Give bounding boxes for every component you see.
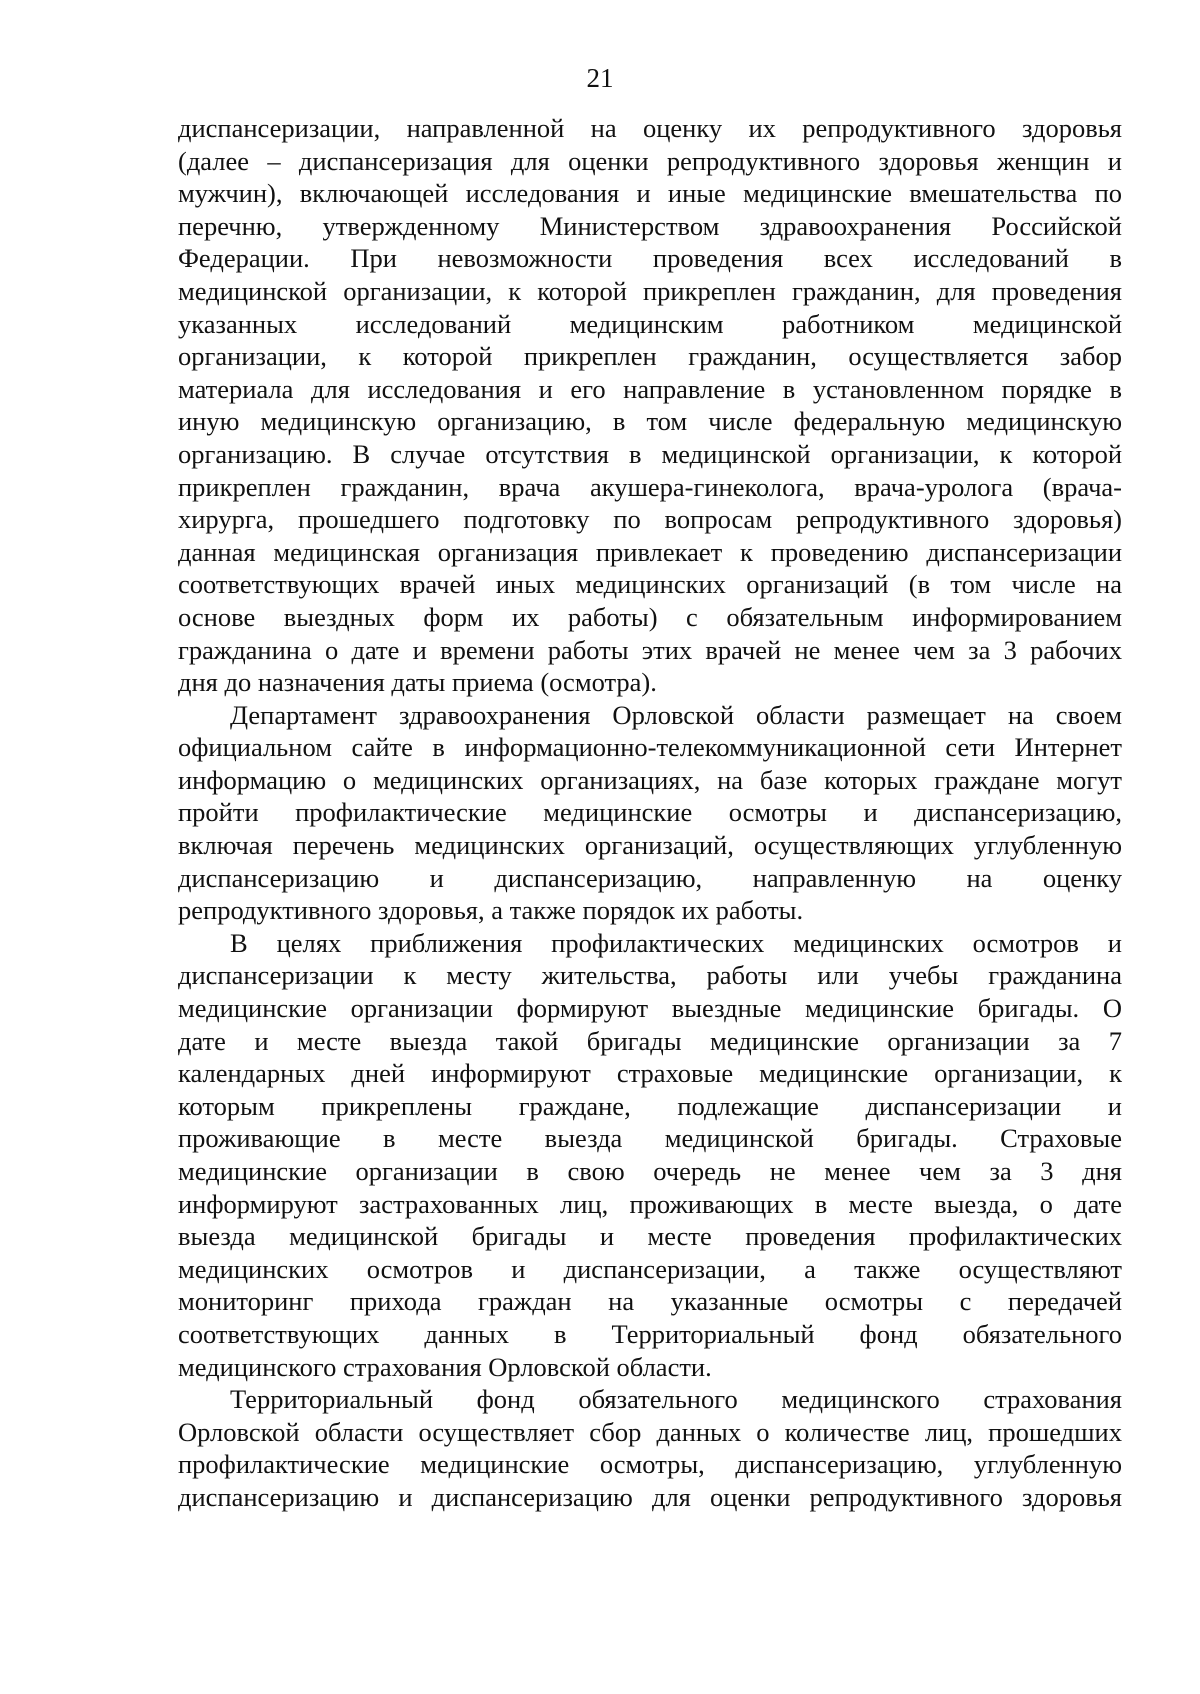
- text-line: репродуктивного здоровья, а также порядок их работы.: [178, 895, 804, 926]
- text-line: прикреплен гражданин, врача акушера-гинеколога, врача-уролога (врача-: [178, 471, 1122, 502]
- text-line: материала для исследования и его направление в установленном порядке в: [178, 373, 1122, 404]
- text-line: медицинские организации формируют выездные медицинские бригады. О: [178, 993, 1122, 1024]
- text-line: которым прикреплены граждане, подлежащие диспансеризации и: [178, 1090, 1122, 1121]
- text-line: медицинских осмотров и диспансеризации, а также осуществляют: [178, 1253, 1122, 1284]
- text-line: Орловской области осуществляет сбор данных о количестве лиц, прошедших: [178, 1416, 1122, 1447]
- text-line: иную медицинскую организацию, в том числе федеральную медицинскую: [178, 406, 1122, 437]
- text-line: медицинского страхования Орловской области.: [178, 1351, 712, 1382]
- paragraph: [178, 699, 1122, 927]
- text-line: диспансеризации, направленной на оценку их репродуктивного здоровья: [178, 113, 1122, 143]
- text-line: организации, к которой прикреплен гражданин, осуществляется забор: [178, 341, 1122, 372]
- text-line: мониторинг прихода граждан на указанные осмотры с передачей: [178, 1286, 1122, 1317]
- page-number: 21: [586, 63, 614, 93]
- text-line: В целях приближения профилактических медицинских осмотров и: [230, 927, 1122, 958]
- text-line: данная медицинская организация привлекает к проведению диспансеризации: [178, 536, 1122, 567]
- text-line: официальном сайте в информационно-телекоммуникационной сети Интернет: [178, 732, 1122, 763]
- text-line: диспансеризацию и диспансеризацию для оценки репродуктивного здоровья: [178, 1481, 1122, 1512]
- paragraph: [178, 112, 1122, 699]
- text-line: мужчин), включающей исследования и иные медицинские вмешательства по: [178, 178, 1122, 209]
- paragraph: [178, 927, 1122, 1383]
- text-line: пройти профилактические медицинские осмотры и диспансеризацию,: [178, 797, 1122, 828]
- paragraph: [178, 1383, 1122, 1513]
- text-line: соответствующих данных в Территориальный фонд обязательного: [178, 1318, 1122, 1349]
- text-line: перечню, утвержденному Министерством здравоохранения Российской: [178, 210, 1122, 241]
- text-line: календарных дней информируют страховые медицинские организации, к: [178, 1058, 1122, 1089]
- text-line: медицинской организации, к которой прикреплен гражданин, для проведения: [178, 275, 1122, 306]
- text-line: организацию. В случае отсутствия в медицинской организации, к которой: [178, 438, 1122, 469]
- text-line: Федерации. При невозможности проведения всех исследований в: [178, 243, 1122, 274]
- text-line: информацию о медицинских организациях, на базе которых граждане могут: [178, 764, 1122, 795]
- text-line: соответствующих врачей иных медицинских организаций (в том числе на: [178, 569, 1122, 600]
- text-line: хирурга, прошедшего подготовку по вопросам репродуктивного здоровья): [178, 504, 1122, 535]
- document-body: [178, 112, 1122, 1514]
- text-line: основе выездных форм их работы) с обязательным информированием: [178, 601, 1122, 632]
- text-line: профилактические медицинские осмотры, диспансеризацию, углубленную: [178, 1449, 1122, 1480]
- text-line: проживающие в месте выезда медицинской бригады. Страховые: [178, 1123, 1122, 1154]
- text-line: (далее – диспансеризация для оценки репродуктивного здоровья женщин и: [178, 145, 1122, 176]
- text-line: информируют застрахованных лиц, проживающих в месте выезда, о дате: [178, 1188, 1122, 1219]
- text-line: выезда медицинской бригады и месте проведения профилактических: [178, 1221, 1122, 1252]
- text-line: указанных исследований медицинским работником медицинской: [178, 308, 1122, 339]
- text-line: дате и месте выезда такой бригады медицинские организации за 7: [178, 1025, 1122, 1056]
- text-line: диспансеризацию и диспансеризацию, направленную на оценку: [178, 862, 1122, 893]
- text-line: гражданина о дате и времени работы этих врачей не менее чем за 3 рабочих: [178, 634, 1122, 665]
- text-line: Департамент здравоохранения Орловской области размещает на своем: [230, 699, 1122, 730]
- text-line: диспансеризации к месту жительства, работы или учебы гражданина: [178, 960, 1122, 991]
- text-line: Территориальный фонд обязательного медицинского страхования: [230, 1384, 1122, 1415]
- text-line: медицинские организации в свою очередь не менее чем за 3 дня: [178, 1156, 1122, 1186]
- text-line: включая перечень медицинских организаций, осуществляющих углубленную: [178, 830, 1122, 861]
- text-line: дня до назначения даты приема (осмотра).: [178, 667, 657, 698]
